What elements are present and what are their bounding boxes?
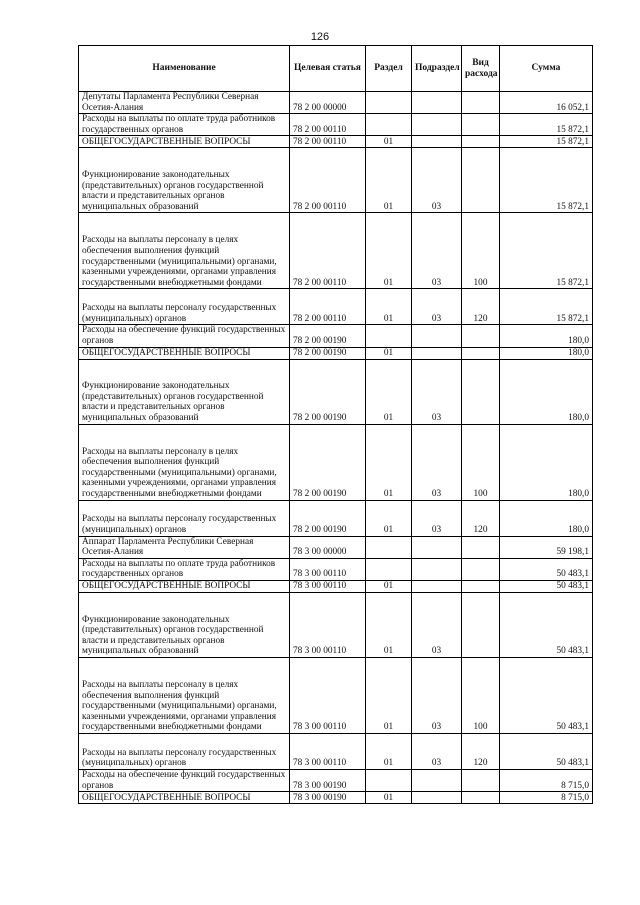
cell-subsection [412, 536, 462, 558]
cell-section: 01 [366, 657, 412, 733]
cell-code: 78 3 00 00110 [290, 657, 366, 733]
cell-name: Расходы на выплаты персоналу в целях обеспечения выполнения функций государственными (муниципальными) органами, казенными учреждениями, органами управления государственными внебюджетными фондами [79, 213, 290, 289]
cell-name: ОБЩЕГОСУДАРСТВЕННЫЕ ВОПРОСЫ [79, 792, 290, 804]
cell-name: Расходы на обеспечение функций государственных органов [79, 325, 290, 347]
cell-name: Расходы на выплаты персоналу государственных (муниципальных) органов [79, 500, 290, 536]
cell-sum: 180,0 [500, 347, 593, 359]
cell-expense [462, 558, 500, 580]
cell-section: 01 [366, 733, 412, 769]
cell-sum: 50 483,1 [500, 558, 593, 580]
table-row [79, 114, 593, 136]
cell-sum: 50 483,1 [500, 657, 593, 733]
header-subsection: Подраздел [412, 46, 462, 92]
cell-code: 78 3 00 00110 [290, 558, 366, 580]
cell-section [366, 114, 412, 136]
cell-expense [462, 536, 500, 558]
table-header-row [79, 46, 593, 92]
cell-sum: 180,0 [500, 359, 593, 424]
cell-expense: 120 [462, 289, 500, 325]
cell-expense [462, 347, 500, 359]
cell-section: 01 [366, 500, 412, 536]
cell-section: 01 [366, 148, 412, 213]
table-row [79, 500, 593, 536]
cell-subsection [412, 347, 462, 359]
cell-subsection: 03 [412, 592, 462, 657]
cell-name: Функционирование законодательных (представительных) органов государственной власти и представительных органов муниципальных образований [79, 359, 290, 424]
cell-expense [462, 148, 500, 213]
cell-sum: 180,0 [500, 325, 593, 347]
cell-expense [462, 580, 500, 592]
cell-section: 01 [366, 289, 412, 325]
cell-subsection [412, 136, 462, 148]
cell-code: 78 3 00 00110 [290, 592, 366, 657]
cell-name: Расходы на обеспечение функций государственных органов [79, 769, 290, 791]
cell-code: 78 2 00 00190 [290, 325, 366, 347]
cell-sum: 50 483,1 [500, 733, 593, 769]
cell-expense [462, 92, 500, 114]
cell-section: 01 [366, 359, 412, 424]
page-number: 126 [310, 31, 330, 43]
cell-expense [462, 114, 500, 136]
cell-sum: 8 715,0 [500, 792, 593, 804]
cell-code: 78 3 00 00190 [290, 769, 366, 791]
cell-subsection [412, 580, 462, 592]
cell-sum: 15 872,1 [500, 289, 593, 325]
cell-sum: 59 198,1 [500, 536, 593, 558]
cell-code: 78 3 00 00110 [290, 580, 366, 592]
cell-expense [462, 359, 500, 424]
cell-sum: 15 872,1 [500, 114, 593, 136]
cell-subsection: 03 [412, 733, 462, 769]
header-section: Раздел [366, 46, 412, 92]
cell-section: 01 [366, 136, 412, 148]
cell-code: 78 2 00 00110 [290, 136, 366, 148]
table-row [79, 359, 593, 424]
cell-subsection [412, 325, 462, 347]
table-row [79, 424, 593, 500]
cell-code: 78 3 00 00000 [290, 536, 366, 558]
cell-sum: 50 483,1 [500, 580, 593, 592]
cell-name: Функционирование законодательных (представительных) органов государственной власти и представительных органов муниципальных образований [79, 148, 290, 213]
cell-subsection: 03 [412, 289, 462, 325]
cell-code: 78 2 00 00190 [290, 500, 366, 536]
cell-subsection: 03 [412, 213, 462, 289]
cell-expense: 100 [462, 657, 500, 733]
cell-subsection: 03 [412, 500, 462, 536]
cell-sum: 15 872,1 [500, 148, 593, 213]
table-row [79, 347, 593, 359]
header-code: Целевая статья [290, 46, 366, 92]
cell-expense [462, 325, 500, 347]
cell-name: Расходы на выплаты по оплате труда работников государственных органов [79, 558, 290, 580]
cell-subsection [412, 769, 462, 791]
table-row [79, 536, 593, 558]
cell-expense [462, 592, 500, 657]
cell-name: Расходы на выплаты персоналу государственных (муниципальных) органов [79, 733, 290, 769]
table-row [79, 289, 593, 325]
cell-name: Расходы на выплаты персоналу в целях обеспечения выполнения функций государственными (муниципальными) органами, казенными учреждениями, органами управления государственными внебюджетными фондами [79, 424, 290, 500]
cell-expense [462, 769, 500, 791]
cell-section: 01 [366, 580, 412, 592]
cell-section: 01 [366, 424, 412, 500]
cell-sum: 180,0 [500, 424, 593, 500]
cell-section [366, 92, 412, 114]
table-row [79, 558, 593, 580]
cell-section: 01 [366, 213, 412, 289]
cell-name: Расходы на выплаты персоналу в целях обеспечения выполнения функций государственными (муниципальными) органами, казенными учреждениями, органами управления государственными внебюджетными фондами [79, 657, 290, 733]
cell-code: 78 2 00 00190 [290, 359, 366, 424]
cell-code: 78 2 00 00190 [290, 347, 366, 359]
table-row [79, 733, 593, 769]
cell-code: 78 2 00 00000 [290, 92, 366, 114]
cell-code: 78 2 00 00110 [290, 148, 366, 213]
cell-expense: 100 [462, 213, 500, 289]
cell-expense: 100 [462, 424, 500, 500]
cell-code: 78 2 00 00110 [290, 114, 366, 136]
cell-code: 78 2 00 00110 [290, 289, 366, 325]
cell-name: Депутаты Парламента Республики Северная Осетия-Алания [79, 92, 290, 114]
table-row [79, 657, 593, 733]
cell-sum: 50 483,1 [500, 592, 593, 657]
cell-sum: 15 872,1 [500, 136, 593, 148]
cell-code: 78 3 00 00110 [290, 733, 366, 769]
cell-name: Функционирование законодательных (представительных) органов государственной власти и представительных органов муниципальных образований [79, 592, 290, 657]
cell-sum: 180,0 [500, 500, 593, 536]
table-row [79, 136, 593, 148]
cell-name: ОБЩЕГОСУДАРСТВЕННЫЕ ВОПРОСЫ [79, 136, 290, 148]
table-row [79, 325, 593, 347]
cell-expense: 120 [462, 500, 500, 536]
cell-sum: 8 715,0 [500, 769, 593, 791]
table-row [79, 580, 593, 592]
cell-name: Расходы на выплаты по оплате труда работников государственных органов [79, 114, 290, 136]
cell-sum: 15 872,1 [500, 213, 593, 289]
cell-section [366, 558, 412, 580]
cell-subsection: 03 [412, 657, 462, 733]
cell-subsection: 03 [412, 148, 462, 213]
table-row [79, 213, 593, 289]
cell-section: 01 [366, 792, 412, 804]
cell-section: 01 [366, 347, 412, 359]
cell-expense [462, 136, 500, 148]
table-row [79, 148, 593, 213]
cell-name: ОБЩЕГОСУДАРСТВЕННЫЕ ВОПРОСЫ [79, 347, 290, 359]
table-row [79, 769, 593, 791]
cell-section [366, 536, 412, 558]
cell-name: Аппарат Парламента Республики Северная Осетия-Алания [79, 536, 290, 558]
cell-expense: 120 [462, 733, 500, 769]
cell-subsection: 03 [412, 424, 462, 500]
header-name: Наименование [79, 46, 290, 92]
cell-name: ОБЩЕГОСУДАРСТВЕННЫЕ ВОПРОСЫ [79, 580, 290, 592]
cell-subsection [412, 114, 462, 136]
cell-section: 01 [366, 592, 412, 657]
cell-code: 78 2 00 00190 [290, 424, 366, 500]
cell-section [366, 325, 412, 347]
header-expense: Вид расхода [462, 46, 500, 92]
cell-subsection [412, 558, 462, 580]
cell-sum: 16 052,1 [500, 92, 593, 114]
cell-subsection [412, 792, 462, 804]
cell-code: 78 3 00 00190 [290, 792, 366, 804]
budget-table [78, 45, 593, 804]
header-sum: Сумма [500, 46, 593, 92]
cell-section [366, 769, 412, 791]
cell-subsection: 03 [412, 359, 462, 424]
table-row [79, 92, 593, 114]
cell-expense [462, 792, 500, 804]
table-row [79, 792, 593, 804]
cell-subsection [412, 92, 462, 114]
cell-name: Расходы на выплаты персоналу государственных (муниципальных) органов [79, 289, 290, 325]
table-row [79, 592, 593, 657]
cell-code: 78 2 00 00110 [290, 213, 366, 289]
